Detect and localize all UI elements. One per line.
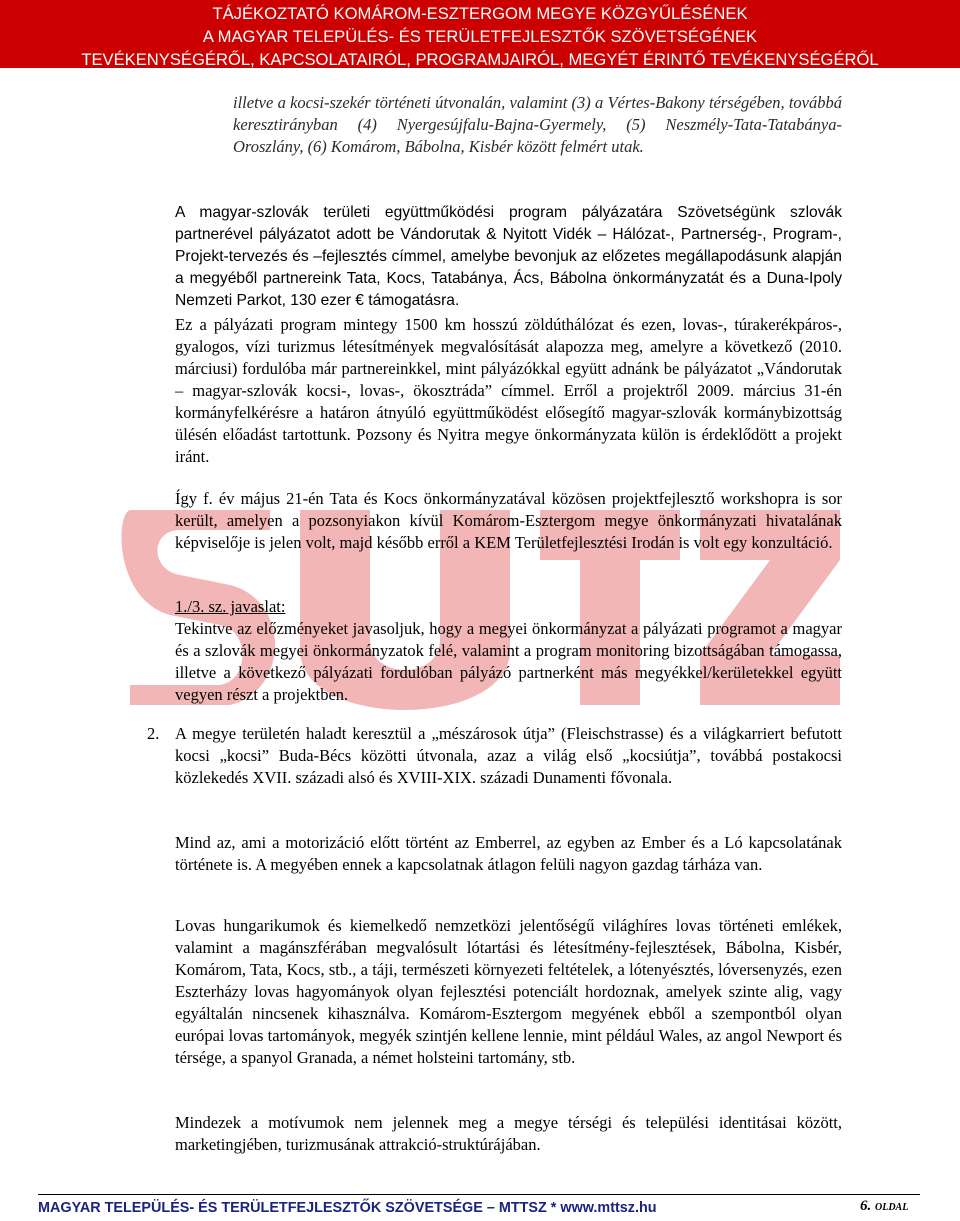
page-number xyxy=(860,1198,908,1215)
javaslat-label: 1./3. sz. javaslat: xyxy=(175,597,286,616)
lovas-paragraph: Lovas hungarikumok és kiemelkedő nemzetközi jelentőségű világhíres lovas történeti emlékek, valamint a magánszférában megvalósult lótartási és létesítmény-fejlesztések, Bábolna, Kisbér, Komárom, Tata, Kocs, stb., a táji, természeti környezeti feltételek, a lótenyésztés, lóversenyzés, ezen Eszterházy lovas hagyományok olyan fejlesztési potenciált hordoznak, amelyek szinte alig, vagy egyáltalán nincsenek kihasználva. Komárom-Esztergom megyének ebből a szempontból olyan európai lovas tartományok, megyék szintjén kellene lennie, mint például Wales, az angol Newport és térsége, a spanyol Granada, a német holsteini tartomány, stb. xyxy=(175,916,842,1067)
item-2-paragraph: A megye területén haladt keresztül a „mészárosok útja” (Fleischstrasse) és a világkarriert befutott kocsi „kocsi” Buda-Bécs közötti útvonala, azaz a világ első „kocsiútja”, továbbá postakocsi közlekedés XVII. századi alsó és XVIII-XIX. századi Dunamenti fővonala. xyxy=(175,724,842,787)
footer-divider xyxy=(38,1194,920,1195)
zoldut-paragraph: Ez a pályázati program mintegy 1500 km hosszú zöldúthálózat és ezen, lovas-, túrakerékpáros-, gyalogos, vízi turizmus létesítmények megvalósítását alapozza meg, amelyre a következő (2010. márciusi) fordulóba már partnereinkkel, mint pályázókkal együtt adnánk be pályázatot „Vándorutak – magyar-szlovák kocsi-, lovas-, ökosztráda” címmel. Erről a projektről 2009. március 31-én kormányfelkérésre a határon átnyúló együttműködést elősegítő magyar-szlovák kormánybizottság ülésén előadást tartottunk. Pozsony és Nyitra megye önkormányzata külön is érdeklődött a projekt iránt. xyxy=(175,315,842,466)
item-2-number: 2. xyxy=(147,724,160,743)
javaslat-paragraph: Tekintve az előzményeket javasoljuk, hogy a megyei önkormányzat a pályázati programot a magyar és a szlovák megyei önkormányzatok felé, valamint a program monitoring bizottságában támogassa, illetve a következő pályázati fordulóban pályázó partnerként más megyékkel/kerületekkel együtt vegyen részt a projektben. xyxy=(175,619,842,704)
page-label: OLDAL xyxy=(875,1202,909,1213)
page-number-value: 6. xyxy=(860,1198,872,1214)
mindezek-paragraph: Mindezek a motívumok nem jelennek meg a megye térségi és települési identitásai között, marketingjében, turizmusának attrakció-struktúrájában. xyxy=(175,1113,842,1154)
footer-organization: MAGYAR TELEPÜLÉS- ÉS TERÜLETFEJLESZTŐK SZÖVETSÉGE – MTTSZ * www.mttsz.hu xyxy=(38,1200,657,1216)
header-line-1: TÁJÉKOZTATÓ KOMÁROM-ESZTERGOM MEGYE KÖZGYŰLÉSÉNEK xyxy=(212,4,748,23)
workshop-paragraph: Így f. év május 21-én Tata és Kocs önkormányzatával közösen projektfejlesztő workshopra is sor került, amelyen a pozsonyiakon kívül Komárom-Esztergom megye önkormányzati hivatalának képviselője is jelen volt, majd később erről a KEM Területfejlesztési Irodán is volt egy konzultáció. xyxy=(175,489,842,552)
program-paragraph: A magyar-szlovák területi együttműködési program pályázatára Szövetségünk szlovák partnerével pályázatot adott be Vándorutak & Nyitott Vidék – Hálózat-, Partnerség-, Program-, Projekt-tervezés és –fejlesztés címmel, amelybe bevonjuk az előzetes megállapodásunk alapján a megyéből partnereink Tata, Kocs, Tatabánya, Ács, Bábolna önkormányzatát és a Duna-Ipoly Nemzeti Parkot, 130 ezer € támogatásra. xyxy=(175,204,842,309)
document-header xyxy=(0,0,960,68)
intro-paragraph: illetve a kocsi-szekér történeti útvonalán, valamint (3) a Vértes-Bakony térségében, továbbá keresztirányban (4) Nyergesújfalu-Bajna-Gyermely, (5) Neszmély-Tata-Tatabánya-Oroszlány, (6) Komárom, Bábolna, Kisbér között felmért utak. xyxy=(233,93,842,156)
header-line-3: TEVÉKENYSÉGÉRŐL, KAPCSOLATAIRÓL, PROGRAMJAIRÓL, MEGYÉT ÉRINTŐ TEVÉKENYSÉGÉRŐL xyxy=(81,50,879,69)
header-line-2: A MAGYAR TELEPÜLÉS- ÉS TERÜLETFEJLESZTŐK SZÖVETSÉGÉNEK xyxy=(202,27,758,46)
ember-lo-paragraph: Mind az, ami a motorizáció előtt történt az Emberrel, az egyben az Ember és a Ló kapcsolatának története is. A megyében ennek a kapcsolatnak átlagon felüli nagyon gazdag tárháza van. xyxy=(175,833,842,874)
